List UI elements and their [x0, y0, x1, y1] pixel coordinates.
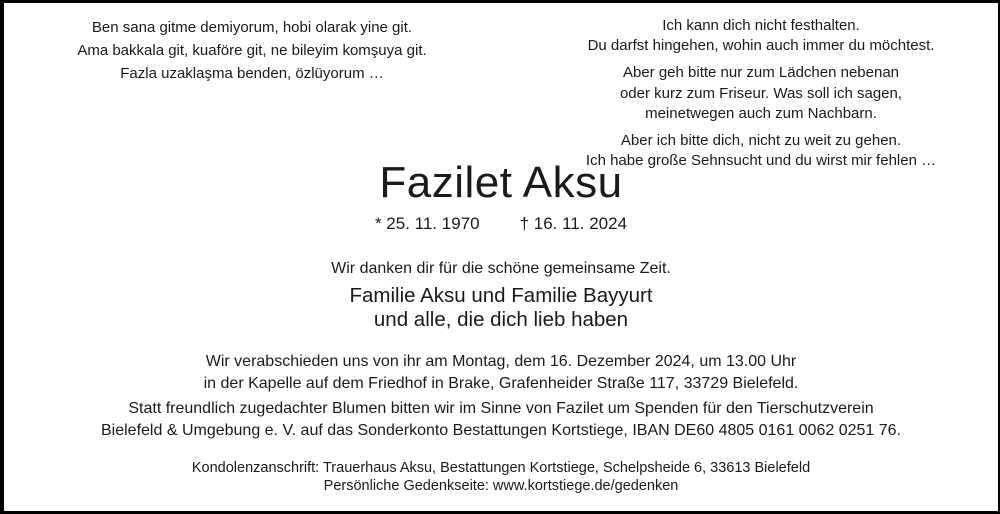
funeral-details-line: in der Kapelle auf dem Friedhof in Brake, Grafenheider Straße 117, 33729 Bielefeld. [203, 374, 799, 392]
funeral-details [4, 351, 998, 394]
german-quote-line: meinetwegen auch zum Nachbarn. [645, 104, 877, 122]
thanks-line: Wir danken dir für die schöne gemeinsame Zeit. [331, 260, 671, 277]
german-quote [557, 16, 965, 171]
donation-request-line: Bielefeld & Umgebung e. V. auf das Sonderkonto Bestattungen Kortstiege, IBAN DE60 4805 0161 0062 0251 76. [101, 421, 901, 439]
memorial-page-url: Persönliche Gedenkseite: www.kortstiege.de/gedenken [323, 478, 679, 494]
family-line: Familie Aksu und Familie Bayyurt [349, 284, 653, 307]
turkish-quote-line: Ben sana gitme demiyorum, hobi olarak yine git. [91, 19, 413, 36]
condolence-info [4, 459, 998, 495]
life-dates [4, 213, 998, 235]
mourning-family [4, 284, 998, 331]
death-date: † 16. 11. 2024 [519, 214, 628, 233]
donation-request [4, 398, 998, 441]
german-quote-stanza [557, 16, 965, 56]
condolence-address: Kondolenzanschrift: Trauerhaus Aksu, Bestattungen Kortstiege, Schelpsheide 6, 33613 Bielefeld [191, 460, 811, 476]
german-quote-line: oder kurz zum Friseur. Was soll ich sagen, [619, 84, 903, 102]
family-line: und alle, die dich lieb haben [373, 307, 629, 331]
turkish-quote [50, 16, 454, 86]
birth-date: * 25. 11. 1970 [374, 214, 480, 233]
german-quote-line: Aber ich bitte dich, nicht zu weit zu gehen. [620, 132, 902, 150]
german-quote-line: Ich habe große Sehnsucht und du wirst mir fehlen … [585, 152, 937, 170]
donation-request-line: Statt freundlich zugedachter Blumen bitten wir im Sinne von Fazilet um Spenden für den Tierschutzverein [128, 400, 874, 417]
turkish-quote-line: Fazla uzaklaşma benden, özlüyorum … [120, 65, 384, 83]
german-quote-line: Du darfst hingehen, wohin auch immer du möchtest. [587, 37, 935, 55]
funeral-details-line: Wir verabschieden uns von ihr am Montag, dem 16. Dezember 2024, um 13.00 Uhr [205, 353, 797, 370]
turkish-quote-line: Ama bakkala git, kuaföre git, ne bileyim komşuya git. [77, 42, 427, 60]
german-quote-line: Aber geh bitte nur zum Lädchen nebenan [622, 64, 900, 82]
german-quote-line: Ich kann dich nicht festhalten. [662, 17, 860, 34]
german-quote-stanza [557, 63, 965, 124]
deceased-name: Fazilet Aksu [379, 158, 623, 207]
